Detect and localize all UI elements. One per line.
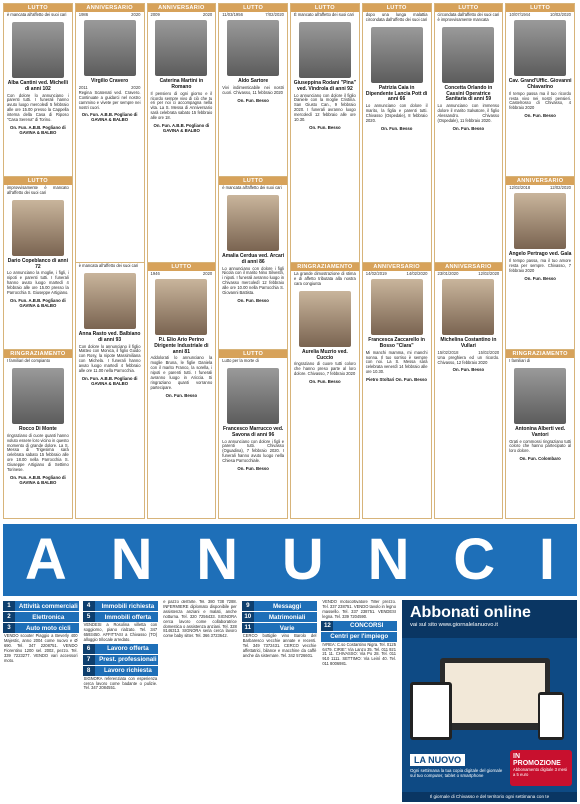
notice-dates [506,185,574,190]
classified-text: e pazzo dell'arte. Tel. 380 738 7288. INFERMIERE diplomato disponibile per assistenza anziani e malati, anche notturna. Tel. 320 7256433. SIGNORA cerca lavoro come collaboratrice domestica o assistenza anziani. Tel. 328 8146313. SIGNORA seria cerca lavoro come baby sitter. Tel. 366 3723642. [163,600,237,639]
funeral-home: Pietro Stoltari On. Fun. Besso [366,377,428,383]
banner-letter: N [196,527,239,592]
funeral-home: On. Fun. A.B.B. Pogliano di GAVINA & BALBO [10,297,66,308]
date-end: 2020 [131,84,141,90]
category-number: 3 [3,623,15,633]
funeral-home: On. Fun. A.B.B. Pogliano di GAVINA & BALBO [81,375,138,386]
date-start: 14/02/2019 [365,271,387,276]
category-header [242,601,318,611]
category-header [321,621,397,631]
notice-dates [148,12,216,17]
obituary-notice [219,350,287,519]
funeral-home: On. Fun. A.B.B. Pogliano di GAVINA & BALBO [10,474,66,485]
notice-header: RINGRAZIAMENTO [4,350,72,358]
notice-header: LUTTO [219,177,287,185]
category-header [83,612,159,622]
obituary-column [75,3,145,519]
portrait-photo [155,279,207,335]
classified-text: SIGNORA referenziata con esperienza cerca lavoro come badante o pulizie. Tel. 347 2084551. [83,675,158,691]
notice-text: Lo annunciano con dolore il figlio Daniele con la moglie Cristina. San Giusto Can., 9 febbraio 2020. I funerali avranno luogo mercoledì 12 febbraio alle ore 10.30. [294,92,356,123]
deceased-name: Angelo Pertrago ved. Gala [508,251,572,257]
banner-letter: A [24,527,67,592]
tablet-icon [410,682,452,740]
notice-text: Addolorati lo annunciano la moglie Bruna, le figlie Daniela con il marito Franco, la sorella, i nipoti e parenti tutti. I funerali avranno luogo in Ariccia. Si ringraziano quanti vorranno partecipare. [150,355,213,390]
notice-dates [435,271,503,276]
notice-intro: improvvisamente è mancato all'affetto dei suoi cari [7,185,69,195]
date-start: 10/07/1944 [509,12,531,17]
notice-dates [219,12,287,17]
deceased-name: Patrizia Caia in Dipendente Lancia Pott di anni 66 [365,84,428,103]
category-header [3,623,79,633]
date-start: 2011 [78,84,88,90]
deceased-name: P.i. Elio Ario Perino Dirigente Industriale di anni 81 [154,337,209,355]
classified-text: CERCO bottiglie vino Barolo del Barbaresco vecchie annate e recenti. Tel. 349 7372431. CERCO vecchie affettatrici, bilance e macchine da caffè anche da sistemare. Tel. 342 5726601. [242,633,317,658]
notice-text: ringraziano di cuore tutti coloro che hanno preso parte al loro dolore. Chivasso, 7 febbraio 2020 [294,361,356,377]
obituary-column [3,3,73,519]
deceased-name: Concetta Orlando in Cassini Operatrice Sanitaria di anni 59 [444,84,493,103]
obituary-column [434,3,504,519]
obituary-notice [363,263,431,519]
notice-header: LUTTO [363,4,431,12]
funeral-home: On. Fun. Besso [452,367,485,373]
funeral-home: On. Fun. Besso [524,113,556,119]
ad-brand-logo: LA NUOVO [410,754,465,766]
funeral-home: On. Fun. Besso [237,97,269,103]
category-label: Prest. professionali [99,656,157,664]
category-number: 2 [3,612,15,622]
portrait-photo [514,20,566,76]
obituary-column [362,3,432,519]
portrait-photo [442,279,494,335]
notice-text: Mi manchi mamma, mi manchi nonna. Il tuo sorriso è sempre con noi. La S. Messa sarà celebrata venerdì 14 febbraio alle ore 10.30. [365,349,428,375]
obituary-notice [4,4,72,177]
notice-text: Con dolore lo annunciano i parenti tutti. I funerali hanno avuto luogo mercoledì 5 febbraio alle ore 15.00 presso la Cappella interna della Casa di Riposo "Casa Serena" di Torino. [7,92,69,123]
notice-header: ANNIVERSARIO [363,263,431,271]
obituary-notice [291,4,359,263]
funeral-home: On. Fun. A.B.B. Pogliano di GAVINA & BALBO [10,124,66,135]
notice-header: LUTTO [4,4,72,12]
funeral-home: On. Fun. Besso [309,379,341,385]
category-label: Lavoro offerta [107,645,149,653]
notice-header: ANNIVERSARIO [506,177,574,185]
banner-letter: N [367,527,410,592]
notice-text: ringraziano di cuore quanti hanno voluto essere loro vicino in questo momento di grande dolore. La S. Messa di Trigesima sarà celebrata sabato 15 febbraio alle ore 18.00 nella Parrocchia S. Giuseppe Artigiano di Settimo Torinese. [7,432,69,473]
notice-intro: è mancata all'affetto dei suoi cari [78,263,139,268]
promo-title: IN PROMOZIONE [513,753,561,767]
category-label: CONCORSI [350,622,384,630]
notice-text: Il tempo passa ma il tuo ricordo resta vivo nei nostri pensieri. Castelrosso di Chivasso, 4 febbraio 2020 [509,90,571,111]
notice-header: LUTTO [219,350,287,358]
obituary-notice [506,177,574,350]
classifieds-column [162,600,238,802]
category-header [3,612,79,622]
date-end: 14/02/2020 [406,271,428,276]
notice-dates [76,12,144,17]
obituary-notice [148,4,216,263]
notice-text: Il pensiero di ogni giorno e il ricordo sempre vivo di ciò che tu eri per noi ci accompagna nella vita. La S. Messa di Anniversario sarà celebrata sabato 15 febbraio alle ore 18. [150,90,213,121]
ad-header [402,600,577,638]
notice-dates [363,271,431,276]
notice-intro: è mancata all'affetto dei suoi cari [7,12,67,17]
portrait-photo [12,368,64,424]
banner-letters [3,524,577,596]
notice-header: LUTTO [435,4,503,12]
obituary-notice [435,263,503,519]
obituary-notice [219,4,287,177]
subscription-ad[interactable] [402,600,577,802]
obituaries-section [3,3,577,519]
obituary-column [290,3,360,519]
promo-badge[interactable] [510,750,572,786]
date-start: 11/03/1956 [222,12,243,17]
classified-text: VENDESI a Rosolina villetta con soggiorno, piano rialzato. Tel. 347 6593450. AFFITTASI a Chivasso (TO) alloggio trilocale arredato. [83,622,158,642]
category-number: 1 [3,601,15,611]
portrait-photo [371,27,423,83]
notice-text: Regina Scatenati ved. Cravero. Continuate a guidarci nel nostro cammino e vivete per sempre nei nostri cuori. [78,89,141,110]
portrait-photo [227,195,279,251]
ad-note: Ogni settimana la tua copia digitale del giornale sul tuo computer, tablet o smartphone [410,768,503,779]
date-end: 12/02/2020 [550,185,571,190]
notice-intro: È mancato all'affetto dei suoi cari [294,12,354,17]
notice-text: Grati e commossi ringraziano tutti coloro che hanno partecipato al loro dolore. [509,438,571,454]
notice-text: Con dolore lo annunciano il figlio Matteo con Monica, il figlio Guido con Rosy, la nipote Massimiliana con Michela. I funerali hanno avuto luogo martedì 4 febbraio alle ore 11.00 nella Parrocchia. [78,343,141,374]
deceased-name: Amalia Cerdua ved. Arcari di anni 86 [222,252,285,265]
notice-intro: dopo una lunga malattia circondata dall'affetto dei suoi cari [365,12,428,22]
notice-intro: Lutto per la morte di [222,358,259,363]
category-label: Auto moto cicli [25,624,71,632]
deceased-name: Francesca Zaccarello in Bosso "Clara" [368,337,425,349]
banner-letter: C [453,527,496,592]
date-start: 12/02/2018 [509,185,531,190]
date-start: 15/02/2018 [437,349,459,355]
portrait-photo [514,368,566,424]
devices-illustration [410,648,570,748]
deceased-name: Aldo Sartore [238,78,269,84]
portrait-photo [12,22,64,78]
date-start: 2009 [150,12,160,17]
date-start: 1986 [78,12,89,17]
notice-text: Una preghiera ed un ricordo. Chivasso, 12 febbraio 2020 [437,354,500,365]
classifieds-column [321,600,397,802]
classifieds-column [242,600,318,802]
notice-intro: I familiari di [509,358,530,363]
classified-text: VENDO motocoltivatore Tiller prezzo. Tel. 337 238751. VENDO tavolo in legno massello. Tel. 337 238751. VENDESI legna. Tel. 339 7204590. [322,600,396,619]
category-header [321,632,397,642]
category-header [83,655,159,665]
deceased-name: Aurelia Muzrio ved. Cuccio [301,348,348,361]
deceased-name: Alba Cantini ved. Michelli di anni 102 [7,79,69,92]
date-end: 2020 [131,12,141,17]
promo-text: Abbonamento digitale 3 mesi a 5 euro [513,767,568,777]
deceased-name: Virgilio Cravero [91,78,129,84]
notice-header: RINGRAZIAMENTO [291,263,359,271]
obituary-notice [435,4,503,263]
funeral-home: On. Fun. A.B.B. Pogliano di GAVINA & BALBO [81,112,138,123]
category-header [3,601,79,611]
category-header [83,666,159,676]
notice-header: LUTTO [291,4,359,12]
portrait-photo [514,193,566,249]
funeral-home: On. Fun. A.B.B. Pogliano di GAVINA & BALBO [153,123,210,134]
category-label: Messaggi [272,602,302,610]
date-end: 12/02/2020 [478,271,500,276]
classified-text: IVREA: C.so Costantino Nigra. Tel. 0125 6479. CIRIE': Via Lanzo 35. Tel. 011 921 21 11. CHIVASSO: Via Po 28. Tel. 011 910 1111. SETTIMO: Via Leinì 40. Tel. 011 8006981. [322,641,396,667]
obituary-notice [4,350,72,519]
obituary-notice [363,4,431,263]
notice-header: ANNIVERSARIO [76,4,144,12]
deceased-name: Anna Rasto ved. Balbiano di anni 93 [78,330,141,343]
portrait-photo [371,279,423,335]
obituary-notice [506,4,574,177]
smartphone-icon [538,692,564,740]
date-end: 10/02/2020 [550,12,571,17]
category-header [83,644,159,654]
obituary-column [505,3,575,519]
banner-letter: N [110,527,153,592]
portrait-photo [227,20,279,76]
obituary-notice [219,177,287,350]
category-number: 4 [83,601,95,611]
notice-text: Lo annunciano la moglie, i figli, i nipoti e parenti tutti. I funerali hanno avuto luogo martedì 4 febbraio alle ore 15.00 presso la Parrocchia S. Giuseppe Artigiano. [7,270,69,296]
laptop-icon [440,658,550,730]
notice-text: Lo annunciano con dolore i figli Nicola con il marito Nino Silvestri, i nipoti. I funerali avranno luogo in Chivasso mercoledì 12 febbraio alle ore 10.00 nella Parrocchia S. Giovanni Battista. [222,265,284,296]
category-label: Attività commerciali [18,602,78,610]
category-label: Immobili offerta [104,613,152,621]
ad-subtitle[interactable]: vai sul sito www.giornalelanuovo.it [410,622,498,628]
funeral-home: On. Fun. Besso [524,275,556,281]
category-number: 10 [242,612,254,622]
category-label: Elettronica [32,613,65,621]
notice-header: ANNIVERSARIO [148,4,216,12]
notice-text: Il tempo passa, ma il tuo amore resta per sempre. Chivasso, 7 febbraio 2020 [509,257,571,273]
portrait-photo [84,273,136,329]
funeral-home: On. Fun. Besso [237,297,269,303]
category-label: Varie [279,624,295,632]
deceased-name: Dario Copeblanco di anni 72 [7,257,69,270]
portrait-photo [442,27,494,83]
category-header [242,623,318,633]
obituary-column [218,3,288,519]
classifieds-column [3,600,79,802]
notice-text: Vivi indimenticabile nei nostri cuori. Chivasso, 11 febbraio 2020 [222,84,284,95]
deceased-name: Francesco Marrucco ved. Savona di anni 96 [222,425,284,438]
funeral-home: On. Fun. Besso [237,466,269,472]
obituary-notice [148,263,216,519]
category-label: Immobili richiesta [101,602,155,610]
notice-header: RINGRAZIAMENTO [506,350,574,358]
classifieds-column [83,600,159,802]
funeral-home: On. Fun. Besso [165,392,198,398]
portrait-photo [299,22,351,78]
category-number: 12 [321,621,333,631]
date-end: 7/02/2020 [265,12,284,17]
notice-header: LUTTO [148,263,216,271]
notice-dates [148,271,216,276]
portrait-photo [299,291,351,347]
obituary-notice [76,4,144,263]
notice-intro: La grande dimostrazione di stima e di affetto tributata alla nostra cara congiunta [294,271,356,286]
obituary-column [147,3,217,519]
annunci-banner [3,524,577,596]
notice-header: LUTTO [219,4,287,12]
funeral-home: On. Fun. Besso [309,124,341,130]
date-start: 23/01/2020 [437,271,459,276]
ad-footer: Il giornale di Chivasso e del territorio ogni settimana con te [402,792,577,802]
notice-header: LUTTO [4,177,72,185]
notice-header: LUTTO [506,4,574,12]
obituary-notice [4,177,72,350]
category-number: 5 [83,612,95,622]
deceased-name: Giuseppina Rodani "Pina" ved. Vindrola di anni 92 [293,79,356,92]
banner-letter: I [538,527,556,592]
obituary-notice [291,263,359,519]
notice-dates [506,12,574,17]
category-label: Matrimoniali [268,613,306,621]
notice-intro: I familiari del compianto [7,358,51,363]
funeral-home: On. Fun. Colombaro [519,456,561,462]
deceased-name: Michelina Costantino in Vullari [440,337,497,349]
category-header [242,612,318,622]
portrait-photo [84,20,136,76]
deceased-name: Rocco Di Monte [18,425,57,432]
portrait-photo [12,200,64,256]
notice-text: Lo annunciano con dolore il marito, la figlia e parenti tutti. Chivasso (Ospedale), 8 febbraio 2020. [365,103,428,123]
banner-letter: U [281,527,324,592]
portrait-photo [227,368,279,424]
notice-intro: circondata dall'affetto dei suoi cari è improvvisamente mancata [437,12,500,22]
category-label: Lavoro richiesta [103,667,152,675]
category-number: 6 [83,644,95,654]
deceased-name: Cav. Grand'Uffic. Giovanni Chiavarino [508,78,572,90]
category-number: 8 [83,666,95,676]
obituary-notice [76,263,144,519]
ad-title: Abbonati online [410,604,531,621]
date-end: 2020 [202,271,213,276]
funeral-home: On. Fun. Besso [380,125,413,131]
funeral-home: On. Fun. Besso [452,125,485,131]
date-end: 15/02/2020 [478,349,500,355]
deceased-name: Antonina Alberti ved. Vantori [515,425,566,438]
category-number: 9 [242,601,254,611]
category-number: 11 [242,623,254,633]
obituary-notice [506,350,574,519]
notice-text: Lo annunciano con immenso dolore il marito Salvatore, il figlio Alessandro. Chivasso (Ospedale), 11 febbraio 2020. [437,103,500,123]
deceased-name: Caterina Martini in Romano [159,78,204,90]
notice-header: ANNIVERSARIO [435,263,503,271]
notice-intro: è mancata all'affetto dei suoi cari [222,185,282,190]
classified-text: VENDO scooter Piaggio a Beverly 400 Majestic, anno 2004 come nuovo e Ø 690. Tel. 347 2208751. VENDO Fiorentino 1200 sel. 2002, pezzo. Tel. 339 7223277. VENDO vari accessori moto. [4,633,78,663]
category-label: Centri per l'impiego [330,633,389,641]
category-number: 7 [83,655,95,665]
date-end: 2020 [202,12,213,17]
portrait-photo [155,20,207,76]
date-start: 1946 [150,271,160,276]
category-header [83,601,159,611]
notice-text: Lo annunciano con dolore i figli e parenti tutti. Chivasso (Oguadina), 7 febbraio 2020. I funerali hanno avuto luogo nella Chiesa Parrocchiale. [222,438,284,464]
